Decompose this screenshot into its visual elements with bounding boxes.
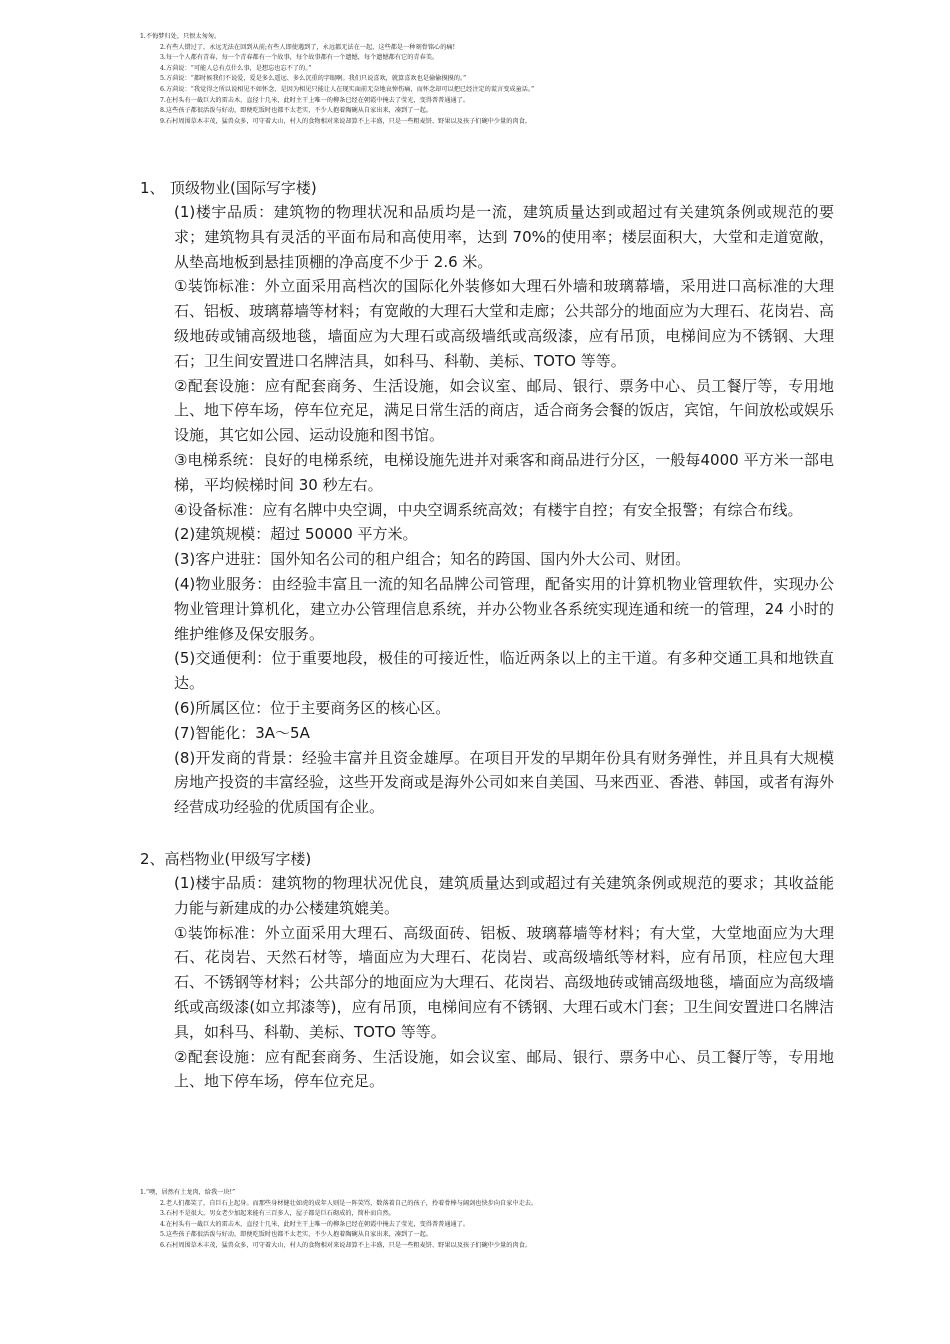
- paragraph: ④设备标准：应有名牌中央空调，中央空调系统高效；有楼宇自控；有安全报警；有综合布线。: [174, 500, 803, 519]
- header-notes: [140, 32, 900, 127]
- paragraph: ③电梯系统：良好的电梯系统，电梯设施先进并对乘客和商品进行分区，一般每4000 平方米一部电梯，平均候梯时间 30 秒左右。: [174, 450, 834, 494]
- footer-note-line: 6.石村周围草木丰茂，猛兽众多，可守着大山，村人的食物相对来说却算不上丰盛，只是一些粗麦饼、野果以及孩子们碗中少量的肉食。: [160, 1241, 531, 1249]
- paragraph: (2)建筑规模：超过 50000 平方米。: [174, 525, 418, 544]
- paragraph: ②配套设施：应有配套商务、生活设施，如会议室、邮局、银行、票务中心、员工餐厅等，专用地上、地下停车场，停车位充足。: [174, 1047, 834, 1091]
- footer-note-line: 4.在村头有一截巨大的雷击木，直径十几米，此时主干上唯一的柳条已经在朝霞中掩去了莹光，变得普普通通了。: [160, 1220, 470, 1228]
- section-heading: [140, 176, 840, 200]
- paragraph: (5)交通便利：位于重要地段，极佳的可接近性，临近两条以上的主干道。有多种交通工具和地铁直达。: [174, 649, 834, 693]
- footer-notes: [140, 1188, 900, 1252]
- paragraph: (3)客户进驻：国外知名公司的租户组合；知名的跨国、国内外大公司、财团。: [174, 550, 691, 569]
- section-title: 顶级物业(国际写字楼): [170, 179, 317, 197]
- paragraph: (1)楼宇品质：建筑物的物理状况优良，建筑质量达到或超过有关建筑条例或规范的要求；其收益能力能与新建成的办公楼建筑媲美。: [174, 873, 834, 917]
- header-note-line: 5.方茴说：“都时候我们不说爱，爱是多么遥远、多么沉重的字眼啊。我们只说喜欢，就算喜欢也是偷偷摸摸的。”: [160, 75, 467, 83]
- paragraph: (1)楼宇品质：建筑物的物理状况和品质均是一流，建筑质量达到或超过有关建筑条例或规范的要求；建筑物具有灵活的平面布局和高使用率，达到 70%的使用率；楼层面积大，大堂和走道宽敞，从垫高地板到悬挂顶棚的净高度不少于 2.6 米。: [174, 203, 834, 271]
- main-content: [140, 176, 840, 1094]
- section-heading: [140, 847, 840, 871]
- section-number: 2、: [140, 849, 165, 868]
- paragraph: ①装饰标准：外立面采用高档次的国际化外装修如大理石外墙和玻璃幕墙，采用进口高标准的大理石、铝板、玻璃幕墙等材料；有宽敞的大理石大堂和走廊；公共部分的地面应为大理石、花岗岩、高级地砖或铺高级地毯，墙面应为大理石或高级墙纸或高级漆，应有吊顶，电梯间应为不锈钢、大理石；卫生间安置进口名牌洁具，如科马、科勒、美标、TOTO 等等。: [174, 277, 835, 370]
- header-note-line: 9.石村周围草木丰茂，猛兽众多，可守着大山，村人的食物相对来说却算不上丰盛，只是一些粗麦饼、野果以及孩子们碗中少量的肉食。: [160, 117, 531, 125]
- paragraph: (8)开发商的背景：经验丰富并且资金雄厚。在项目开发的早期年份具有财务弹性，并且具有大规模房地产投资的丰富经验，这些开发商或是海外公司如来自美国、马来西亚、香港、韩国，或者有海外经营成功经验的优质国有企业。: [174, 748, 835, 817]
- header-note-line: 1.不悔梦归处，只恨太匆匆。: [140, 33, 221, 40]
- footer-note-line: 3.石村不是很大，男女老少加起来能有三百多人，屋子都是巨石砌成的，简朴而自然。: [160, 1210, 395, 1218]
- paragraph: (4)物业服务：由经验丰富且一流的知名品牌公司管理，配备实用的计算机物业管理软件，实现办公物业管理计算机化，建立办公管理信息系统，并办公物业各系统实现连通和统一的管理，24 小时的维护维修及保安服务。: [174, 574, 834, 643]
- section-number: 1、: [140, 179, 165, 197]
- paragraph: (7)智能化：3A～5A: [174, 723, 310, 742]
- section-spacer: [140, 820, 840, 847]
- header-note-line: 4.方茴说：“可能人总有点什么事，是想忘也忘不了的。”: [160, 64, 312, 72]
- header-note-line: 8.这些孩子都很活泼与好动，即便吃饭时也都不太老实，不少人抱着陶碗从自家出来，凑到了一起。: [160, 107, 432, 115]
- header-note-line: 2.有些人错过了，永远无法在回到从前;有些人即使遇到了，永远都无法在一起，这些都是一种刻骨铭心的痛!: [160, 43, 456, 51]
- header-note-line: 7.在村头有一截巨大的雷击木，直径十几米，此时主干上唯一的柳条已经在朝霞中掩去了莹光，变得普普通通了。: [160, 96, 470, 104]
- footer-note-line: 2.老人们都笑了，自巨石上起身。而那些身材健壮如虎的成年人则是一阵笑骂，数落着自己的孩子，拎着骨棒与阔剑也快步向自家中走去。: [160, 1199, 538, 1207]
- section-title: 高档物业(甲级写字楼): [164, 849, 312, 868]
- header-note-line: 6.方茴说：“我觉得之所以说相见不如怀念，是因为相见只能让人在现实面前无奈地哀悼伤痛，而怀念却可以把已经注定的谎言变成童话。”: [160, 85, 535, 93]
- footer-note-line: 5.这些孩子都很活泼与好动，即便吃饭时也都不太老实，不少人抱着陶碗从自家出来，凑到了一起。: [160, 1231, 432, 1239]
- paragraph: ①装饰标准：外立面采用大理石、高级面砖、铝板、玻璃幕墙等材料；有大堂，大堂地面应为大理石、花岗岩、天然石材等，墙面应为大理石、花岗岩、或高级墙纸等材料，应有吊顶，柱应包大理石、不锈钢等材料；公共部分的地面应为大理石、花岗岩、高级地砖或铺高级地毯，墙面应为高级墙纸或高级漆(如立邦漆等)，应有吊顶，电梯间应有不锈钢、大理石或木门套；卫生间安置进口名牌洁具，如科马、科勒、美标、TOTO 等等。: [174, 923, 835, 1041]
- footer-note-line: 1.“噢，居然有土龙肉，给我一块!”: [140, 1189, 236, 1196]
- paragraph: ②配套设施：应有配套商务、生活设施，如会议室、邮局、银行、票务中心、员工餐厅等，专用地上、地下停车场，停车位充足，满足日常生活的商店，适合商务会餐的饭店，宾馆，午间放松或娱乐设施，其它如公园、运动设施和图书馆。: [174, 376, 835, 445]
- header-note-line: 3.每一个人都有青春，每一个青春都有一个故事，每个故事都有一个遗憾，每个遗憾都有它的青春美。: [160, 54, 439, 62]
- paragraph: (6)所属区位：位于主要商务区的核心区。: [174, 698, 451, 717]
